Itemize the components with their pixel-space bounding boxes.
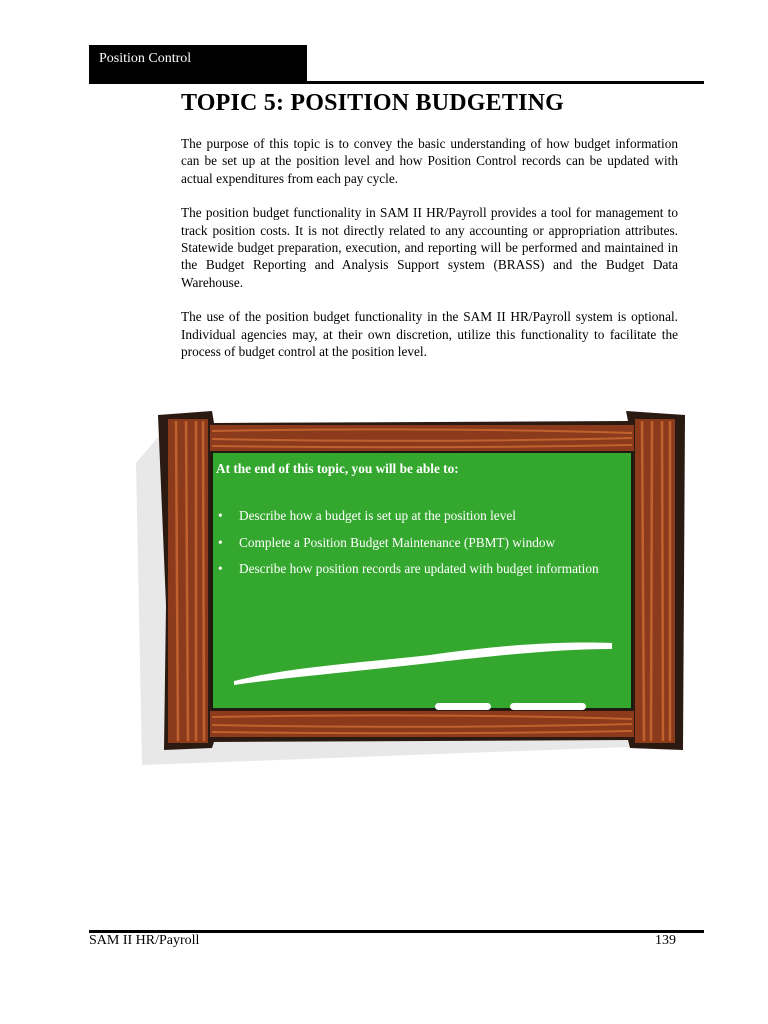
objectives-list: [216, 503, 626, 583]
page-title: TOPIC 5: POSITION BUDGETING: [181, 90, 565, 116]
board-content: [216, 461, 626, 583]
bullet-icon: •: [218, 534, 223, 550]
chalkboard: [130, 405, 690, 770]
board-heading: At the end of this topic, you will be able to:: [216, 461, 459, 476]
paragraph-optional: The use of the position budget functionality in the SAM II HR/Payroll system is optional. Individual agencies may, at their own discretion, utilize this functionality to facilitate the process of budget control at the position level.: [181, 309, 678, 360]
list-item: [216, 530, 626, 557]
chalk-piece: [435, 703, 491, 710]
objective-text: Describe how position records are updated with budget information: [239, 561, 599, 576]
objective-text: Complete a Position Budget Maintenance (PBMT) window: [239, 534, 556, 550]
page-number: 139: [655, 933, 676, 948]
chalk-piece: [510, 703, 586, 710]
chalkboard-illustration: [130, 405, 690, 770]
footer-product: SAM II HR/Payroll: [89, 933, 200, 948]
header-rule: [89, 81, 704, 84]
list-item: [216, 503, 626, 530]
section-header-label: Position Control: [99, 51, 192, 66]
bullet-icon: •: [218, 561, 223, 576]
paragraph-purpose: The purpose of this topic is to convey the basic understanding of how budget information can be set up at the position level and how Position Control records can be updated with actual expenditures from each pay cycle.: [181, 136, 678, 186]
paragraph-functionality: The position budget functionality in SAM II HR/Payroll provides a tool for management to track position costs. It is not directly related to any accounting or appropriation attributes. Statewide budget preparation, execution, and reporting will be performed and maintained in the Budget Reporting and Analysis Support system (BRASS) and the Budget Data Warehouse.: [181, 205, 678, 290]
objective-text: Describe how a budget is set up at the position level: [239, 508, 516, 523]
list-item: [216, 556, 626, 583]
bullet-icon: •: [218, 508, 223, 523]
body-text: [181, 135, 678, 377]
section-header-tab: [89, 45, 307, 82]
